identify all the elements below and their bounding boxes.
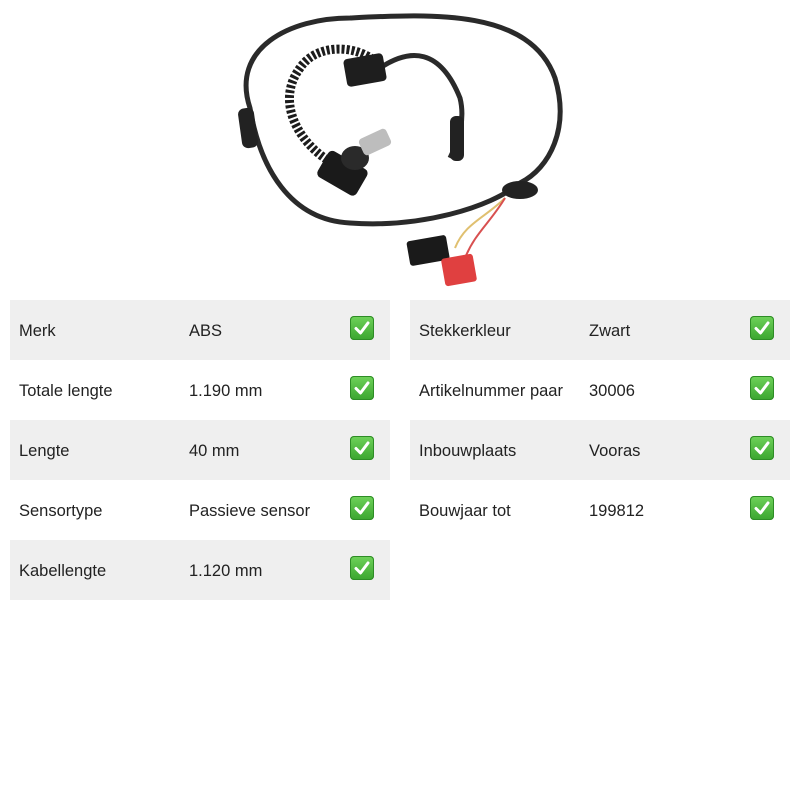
product-photo xyxy=(230,8,570,290)
spec-label: Inbouwplaats xyxy=(419,442,517,460)
spec-value: 199812 xyxy=(589,502,645,520)
spec-value: 40 mm xyxy=(189,442,240,460)
spec-value: Zwart xyxy=(589,322,631,340)
spec-value: 1.120 mm xyxy=(189,562,263,580)
specs-table-right xyxy=(410,300,790,540)
spec-row-stekkerkleur xyxy=(410,300,790,360)
spec-row-lengte xyxy=(10,420,390,480)
spec-label: Merk xyxy=(19,322,56,340)
spec-value: 30006 xyxy=(589,382,635,400)
spec-label: Sensortype xyxy=(19,502,103,520)
check-mark-icon xyxy=(350,316,374,340)
check-mark-icon xyxy=(350,376,374,400)
spec-value: Vooras xyxy=(589,442,641,460)
spec-label: Bouwjaar tot xyxy=(419,502,511,520)
spec-row-bouwjaar-tot xyxy=(410,480,790,540)
spec-row-inbouwplaats xyxy=(410,420,790,480)
check-mark-icon xyxy=(350,556,374,580)
spec-label: Totale lengte xyxy=(19,382,113,400)
spec-label: Stekkerkleur xyxy=(419,322,511,340)
check-mark-icon xyxy=(750,376,774,400)
check-mark-icon xyxy=(750,436,774,460)
spec-label: Lengte xyxy=(19,442,70,460)
check-mark-icon xyxy=(750,496,774,520)
spec-value: ABS xyxy=(189,322,223,340)
check-mark-icon xyxy=(350,496,374,520)
spec-value: 1.190 mm xyxy=(189,382,263,400)
spec-row-kabellengte xyxy=(10,540,390,600)
spec-value: Passieve sensor xyxy=(189,502,311,520)
spec-row-sensortype xyxy=(10,480,390,540)
spec-label: Artikelnummer paar xyxy=(419,382,563,400)
spec-row-artikelnummer-paar xyxy=(410,360,790,420)
check-mark-icon xyxy=(750,316,774,340)
check-mark-icon xyxy=(350,436,374,460)
spec-row-totale-lengte xyxy=(10,360,390,420)
spec-row-merk xyxy=(10,300,390,360)
specs-table-left xyxy=(10,300,390,600)
spec-label: Kabellengte xyxy=(19,562,107,580)
